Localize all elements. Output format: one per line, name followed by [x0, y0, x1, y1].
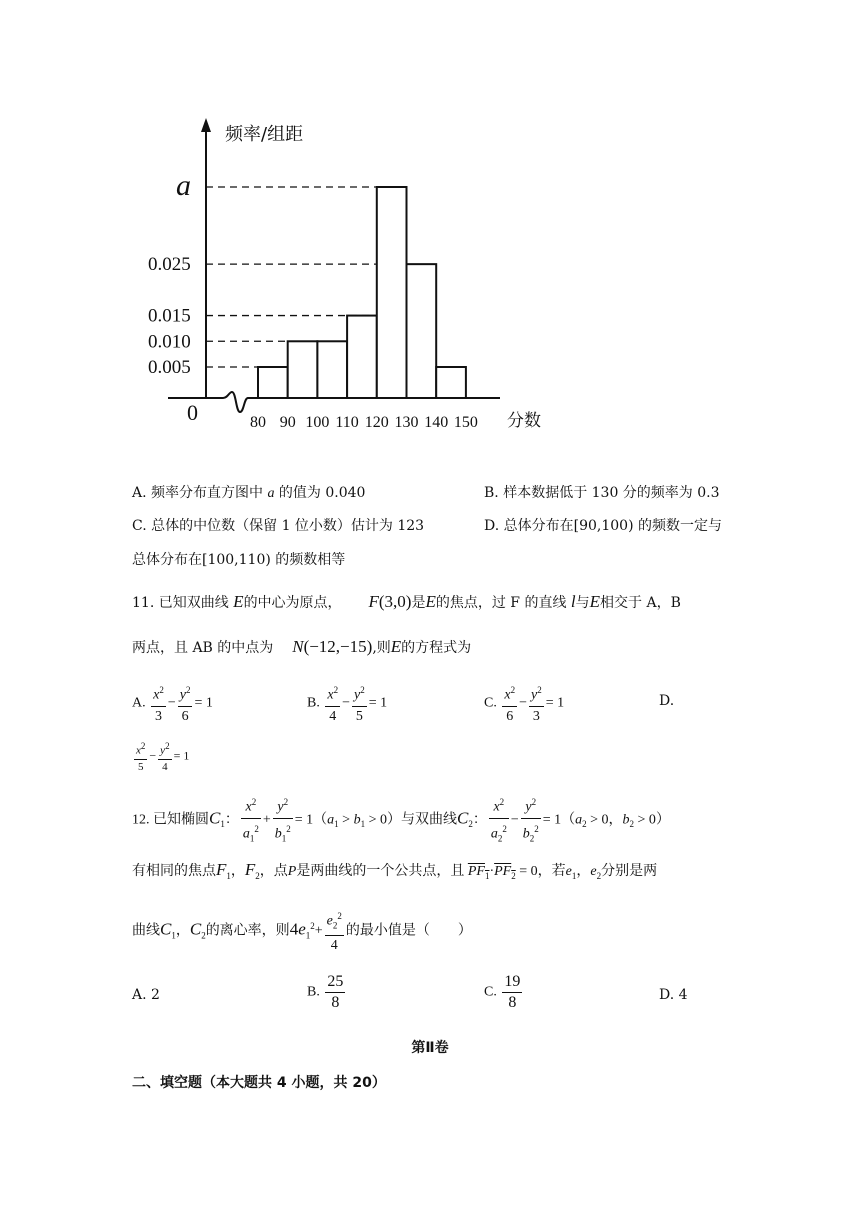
q12-text-2: 有相同的焦点 [132, 864, 216, 879]
q10-option-c: C. 总体的中位数（保留 1 位小数）估计为 123 [132, 518, 425, 534]
q12-cond2-close: ） [655, 812, 670, 828]
x-tick-label: 130 [394, 414, 419, 431]
q11-a-den1: 3 [154, 708, 162, 724]
origin-label: 0 [187, 400, 198, 425]
q11-option-c-label: C. [484, 695, 497, 711]
q12-cond2-open: （ [561, 812, 576, 828]
q12-text-3: ，点 [259, 864, 288, 879]
q12-text-4: 是两曲线的一个公共点，且 [296, 864, 465, 879]
q12-text-7: 曲线 [132, 923, 160, 939]
histogram-bar [436, 367, 466, 398]
x-axis-title: 分数 [507, 411, 541, 431]
q12-b-num: 25 [325, 972, 345, 993]
q11-var-e-4: E [390, 637, 402, 656]
q12-colon-2: ： [472, 812, 487, 828]
q11-a-den2: 6 [181, 708, 189, 724]
q11-option-d: $\frac{x^2}{5}$ − $\frac{y^2}{4}$ = 1 [136, 741, 190, 773]
x-tick-label: 120 [364, 414, 389, 431]
q11-a-rhs: = 1 [194, 695, 213, 711]
q11-text-7: 两点，且 AB 的中点为 [132, 640, 274, 656]
q11-text-3: 是 [411, 595, 426, 611]
q11-option-a: A. $\frac{x^2}{3}$ − $\frac{y^2}{6}$ = 1 [132, 680, 213, 727]
q12-var-c1: C [209, 808, 221, 828]
q12-cond1-open: （ [313, 812, 328, 828]
q11-c-num1: x [504, 687, 511, 703]
q11-b-rhs: = 1 [368, 695, 388, 711]
y-axis-title: 频率/组距 [225, 124, 304, 145]
q12-var-p: P [287, 864, 297, 879]
q12-text-5: ，若 [537, 864, 566, 879]
histogram-bar [377, 187, 407, 398]
q11-stem-line2 [132, 637, 471, 658]
q11-b-den1: 4 [329, 708, 337, 724]
histogram-bar [407, 264, 437, 398]
q11-c-num2: y [530, 687, 538, 703]
q11-c-den1: 6 [506, 708, 514, 724]
q12-text-6: 分别是两 [601, 864, 658, 879]
q12-text-8: 的离心率，则 [205, 923, 290, 939]
q11-text-2: 的中心为原点， [243, 595, 342, 611]
q11-d-rhs: = 1 [173, 748, 190, 763]
q12-cond1-close: ）与双曲线 [386, 812, 457, 828]
q12-stem-line3: 曲线$C_1$，$C_2$的离心率，则$4e_1^2+$ $\frac{e_2^2}{4}$ 的最小值是（ ） [132, 906, 472, 956]
q11-d-num2: y [160, 744, 166, 757]
q11-text-9: 的方程式为 [401, 640, 472, 656]
q11-var-e: E [233, 592, 244, 611]
q11-d-num1: x [136, 744, 141, 757]
q11-var-l: l [570, 592, 576, 611]
q12-option-c [484, 972, 524, 1013]
y-tick-label: 0.015 [148, 305, 191, 327]
q12-stem-line2: 有相同的焦点$F_1$，$F_2$，点P是两曲线的一个公共点，且 $PF_1\cdot PF_2 = 0$，若$e_1$，$e_2$分别是两 [132, 860, 658, 881]
frequency-histogram [0, 0, 860, 450]
q11-b-num2: y [353, 687, 361, 703]
q12-stem-line1: 12. 已知椭圆$C_1$： $\frac{x^2}{a_1^2}$ + $\frac{y^2}{b_1^2}$ = $1(a_1 > b_1 > 0)$与双曲线$C_2$： $\frac{x^2}{a_2^2}$ − $\frac{y^2}{b_2^2}$ = $1(a_2 > 0$，$b_2 > 0$） [132, 792, 670, 848]
x-tick-label: 90 [279, 414, 296, 431]
histogram-bar [317, 341, 347, 398]
q12-b-den: 8 [331, 994, 340, 1011]
histogram-bar [258, 367, 288, 398]
x-tick-label: 80 [250, 414, 266, 431]
q11-text-6: 相交于 A，B [600, 595, 681, 611]
q11-option-a-label: A. [132, 695, 146, 711]
x-tick-label: 150 [453, 414, 478, 431]
q11-option-b-label: B. [307, 695, 320, 711]
q12-c-num: 19 [502, 972, 522, 993]
q10-option-b: B. 样本数据低于 130 分的频率为 0.3 [484, 485, 720, 501]
q11-option-c: C. $\frac{x^2}{6}$ − $\frac{y^2}{3}$ = 1 [484, 680, 564, 727]
q11-var-f: F [368, 592, 379, 611]
histogram-bar [288, 341, 318, 398]
q11-text-1: 11. 已知双曲线 [132, 595, 229, 611]
q10-option-a [132, 483, 365, 504]
q11-var-e-2: E [425, 592, 436, 611]
q11-n-coords: (−12,−15) [303, 637, 373, 656]
q12-text-1: 12. 已知椭圆 [132, 812, 209, 828]
q12-option-b-label: B. [307, 984, 320, 1000]
histogram-bar [347, 316, 377, 398]
q11-text-8: ,则 [372, 640, 391, 656]
y-tick-label: 0.005 [148, 357, 191, 378]
x-tick-label: 140 [424, 414, 449, 431]
q11-a-num1: x [153, 687, 160, 703]
q11-b-den2: 5 [355, 708, 363, 724]
q10-option-d: D. 总体分布在[90,100) 的频数一定与 [484, 518, 722, 534]
q12-option-b [307, 972, 347, 1013]
q12-text-9: 的最小值是（ ） [345, 923, 472, 939]
fill-blank-section-heading: 二、填空题（本大题共 4 小题，共 20） [132, 1075, 386, 1091]
q11-c-den2: 3 [532, 708, 540, 724]
q12-option-a: A. 2 [132, 987, 160, 1003]
q11-text-4: 的焦点，过 F 的直线 [435, 595, 567, 611]
q11-b-num1: x [327, 687, 334, 703]
x-tick-label: 100 [305, 414, 330, 431]
q10-option-a-text: A. 频率分布直方图中 [132, 485, 264, 501]
q11-d-den2: 4 [162, 760, 168, 773]
q12-colon: ： [224, 812, 239, 828]
part2-title: 第Ⅱ卷 [411, 1040, 449, 1056]
q11-a-num2: y [179, 687, 186, 703]
q10-option-a-tail: 的值为 0.040 [278, 485, 366, 501]
q12-c-den: 8 [508, 994, 517, 1011]
q10-var-a: a [267, 486, 275, 501]
q11-c-rhs: = 1 [545, 695, 565, 711]
q11-option-b: B. $\frac{x^2}{4}$ − $\frac{y^2}{5}$ = 1 [307, 680, 387, 727]
q11-option-d-label: D. [659, 693, 675, 709]
q10-option-d-cont: 总体分布在[100,110) 的频数相等 [132, 552, 346, 568]
q12-option-c-label: C. [484, 984, 497, 1000]
q11-d-den1: 5 [137, 760, 144, 773]
q11-stem-line1 [132, 592, 681, 613]
q12-option-d: D. 4 [659, 987, 688, 1003]
q11-var-n: N [292, 637, 304, 656]
y-tick-label-a: a [176, 169, 191, 202]
q12-cond2-comma: ， [608, 812, 623, 828]
axis-break [223, 392, 248, 412]
q11-f-coords: (3,0) [378, 592, 412, 611]
y-tick-label: 0.010 [148, 331, 191, 353]
x-tick-label: 110 [335, 414, 359, 431]
y-axis-arrow [201, 118, 211, 132]
y-tick-label: 0.025 [148, 254, 191, 276]
q11-var-e-3: E [589, 592, 601, 611]
q11-text-5: 与 [575, 595, 590, 611]
